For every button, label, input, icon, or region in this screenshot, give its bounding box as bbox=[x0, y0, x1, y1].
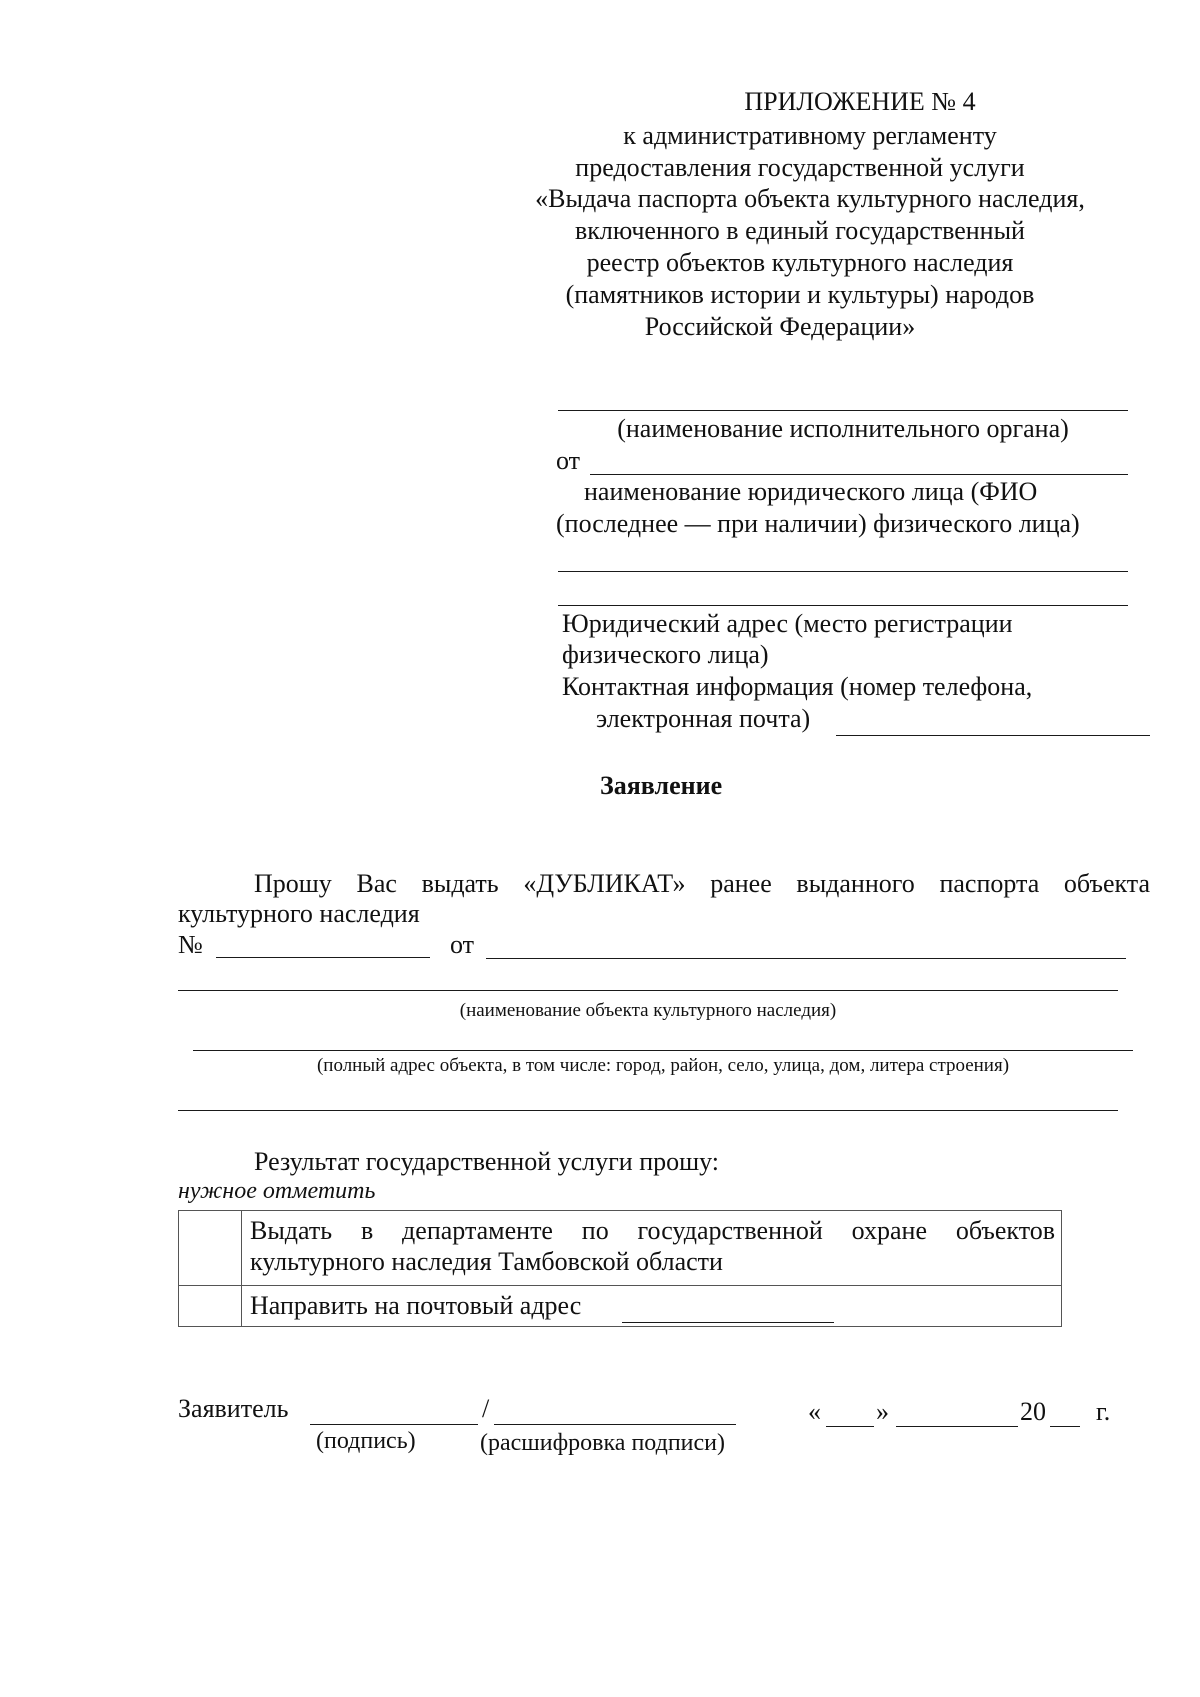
result-options-table bbox=[178, 1210, 1062, 1327]
from-label: от bbox=[556, 446, 581, 475]
result-option-row bbox=[179, 1211, 1062, 1286]
object-address-caption: (полный адрес объекта, в том числе: город, район, село, улица, дом, литера строения) bbox=[316, 1055, 1010, 1076]
signature-field[interactable] bbox=[310, 1424, 478, 1425]
header-line-7: Российской Федерации» bbox=[644, 312, 916, 341]
executive-body-field[interactable] bbox=[558, 410, 1128, 411]
header-line-1: к административному регламенту bbox=[623, 121, 997, 150]
option-checkbox-postal[interactable] bbox=[179, 1286, 242, 1327]
option-office-line-1: Выдать в департаменте по государственной охране объектов bbox=[250, 1216, 1055, 1245]
header-line-3: «Выдача паспорта объекта культурного наследия, bbox=[535, 184, 1085, 213]
applicant-field[interactable] bbox=[590, 474, 1128, 475]
date-quote-close: » bbox=[876, 1397, 889, 1426]
postal-address-field[interactable] bbox=[622, 1322, 834, 1323]
contact-field[interactable] bbox=[836, 735, 1150, 736]
executive-body-caption: (наименование исполнительного органа) bbox=[617, 414, 1069, 443]
appendix-title: ПРИЛОЖЕНИЕ № 4 bbox=[744, 87, 976, 116]
passport-number-field[interactable] bbox=[216, 957, 430, 958]
object-address-extra-field[interactable] bbox=[178, 1110, 1118, 1111]
date-day-field[interactable] bbox=[826, 1426, 874, 1427]
header-line-4: включенного в единый государственный bbox=[575, 216, 1025, 245]
object-name-caption: (наименование объекта культурного наследия) bbox=[459, 1000, 837, 1021]
request-line-2: культурного наследия bbox=[178, 899, 420, 928]
applicant-label: Заявитель bbox=[178, 1394, 289, 1423]
contact-line-1: Контактная информация (номер телефона, bbox=[562, 672, 1033, 701]
result-note: нужное отметить bbox=[178, 1178, 376, 1204]
date-from-label: от bbox=[450, 930, 475, 959]
option-office-label bbox=[242, 1211, 1062, 1286]
year-suffix: г. bbox=[1096, 1397, 1111, 1426]
option-postal-text: Направить на почтовый адрес bbox=[250, 1291, 582, 1320]
applicant-extra-field-1[interactable] bbox=[558, 571, 1128, 572]
number-label: № bbox=[178, 930, 203, 959]
header-line-2: предоставления государственной услуги bbox=[575, 153, 1025, 182]
decoding-caption: (расшифровка подписи) bbox=[480, 1430, 725, 1456]
applicant-caption-line-2: (последнее — при наличии) физического лица) bbox=[556, 509, 1080, 538]
signature-caption: (подпись) bbox=[316, 1428, 416, 1454]
date-year-field[interactable] bbox=[1050, 1426, 1080, 1427]
object-name-field[interactable] bbox=[178, 990, 1118, 991]
passport-date-field[interactable] bbox=[486, 958, 1126, 959]
result-option-row bbox=[179, 1286, 1062, 1327]
legal-address-line-2: физического лица) bbox=[562, 640, 769, 669]
option-office-line-2: культурного наследия Тамбовской области bbox=[250, 1247, 723, 1276]
option-postal-label bbox=[242, 1286, 1062, 1327]
option-checkbox-office[interactable] bbox=[179, 1211, 242, 1286]
request-line-1: Прошу Вас выдать «ДУБЛИКАТ» ранее выданного паспорта объекта bbox=[254, 869, 1150, 898]
applicant-caption-line-1: наименование юридического лица (ФИО bbox=[584, 477, 1038, 506]
header-line-6: (памятников истории и культуры) народов bbox=[565, 280, 1035, 309]
object-address-field[interactable] bbox=[193, 1050, 1133, 1051]
signature-decoding-field[interactable] bbox=[494, 1424, 736, 1425]
result-heading: Результат государственной услуги прошу: bbox=[254, 1147, 720, 1176]
header-line-5: реестр объектов культурного наследия bbox=[586, 248, 1014, 277]
applicant-extra-field-2[interactable] bbox=[558, 605, 1128, 606]
date-month-field[interactable] bbox=[896, 1426, 1018, 1427]
statement-title: Заявление bbox=[600, 771, 723, 800]
legal-address-line-1: Юридический адрес (место регистрации bbox=[562, 609, 1013, 638]
year-prefix: 20 bbox=[1020, 1397, 1046, 1426]
slash: / bbox=[482, 1394, 490, 1423]
contact-line-2: электронная почта) bbox=[596, 704, 811, 733]
date-quote-open: « bbox=[808, 1397, 821, 1426]
